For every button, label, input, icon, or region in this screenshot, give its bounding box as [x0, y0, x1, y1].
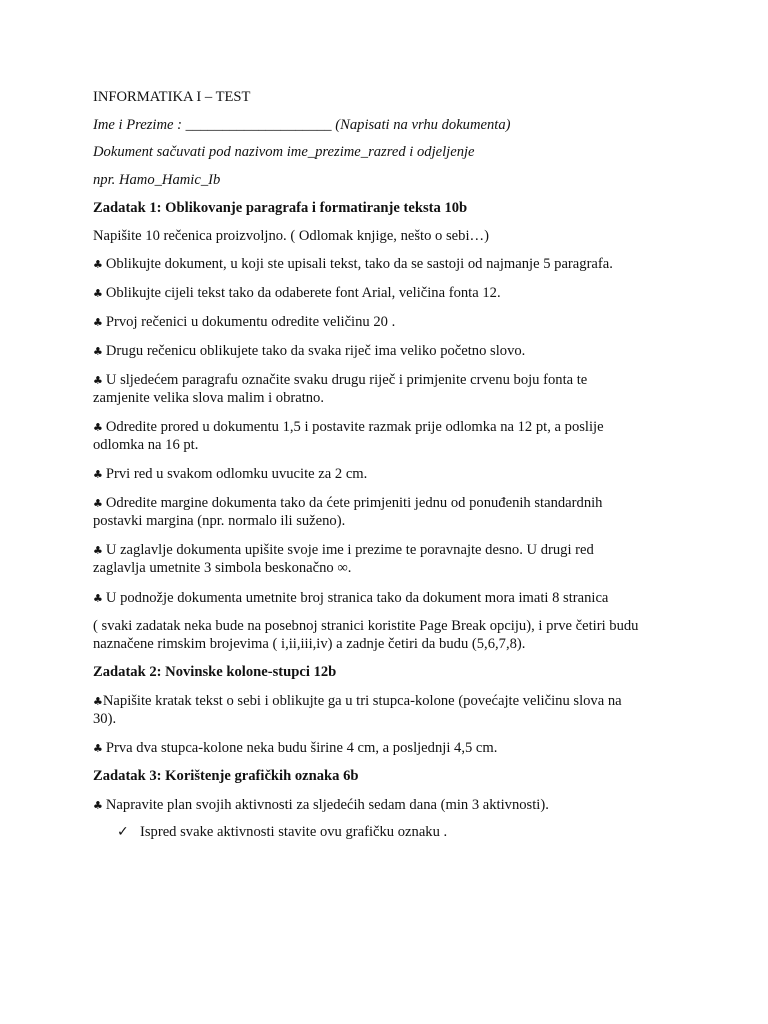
task1-item: ♣ Prvoj rečenici u dokumentu odredite veličinu 20 . [93, 314, 396, 330]
task1-note: naznačene rimskim brojevima ( i,ii,iii,iv) a zadnje četiri da budu (5,6,7,8). [93, 636, 526, 652]
task1-item-continuation: zamjenite velika slova malim i obratno. [93, 390, 324, 406]
filename-example: npr. Hamo_Hamic_Ib [93, 172, 221, 188]
club-bullet-icon: ♣ [93, 497, 103, 510]
club-bullet-icon: ♣ [93, 421, 103, 434]
task2-item: ♣ Prva dva stupca-kolone neka budu širine 4 cm, a posljednji 4,5 cm. [93, 740, 498, 756]
task3-item: ♣ Napravite plan svojih aktivnosti za sljedećih sedam dana (min 3 aktivnosti). [93, 797, 549, 813]
task3-heading: Zadatak 3: Korištenje grafičkih oznaka 6b [93, 768, 359, 784]
task1-item-continuation: zaglavlja umetnite 3 simbola beskonačno ∞. [93, 560, 352, 576]
document-title: INFORMATIKA I – TEST [93, 89, 251, 105]
task1-item: ♣ Oblikujte dokument, u koji ste upisali tekst, tako da se sastoji od najmanje 5 paragrafa. [93, 256, 613, 272]
task1-item: ♣ U podnožje dokumenta umetnite broj stranica tako da dokument mora imati 8 stranica [93, 590, 609, 606]
task1-heading: Zadatak 1: Oblikovanje paragrafa i formatiranje teksta 10b [93, 200, 468, 216]
club-bullet-icon: ♣ [93, 695, 103, 708]
club-bullet-icon: ♣ [93, 592, 103, 605]
task1-item: ♣ U zaglavlje dokumenta upišite svoje ime i prezime te poravnajte desno. U drugi red [93, 542, 594, 558]
task1-item: ♣ Drugu rečenicu oblikujete tako da svaka riječ ima veliko početno slovo. [93, 343, 526, 359]
club-bullet-icon: ♣ [93, 287, 103, 300]
task1-note: ( svaki zadatak neka bude na posebnoj stranici koristite Page Break opciju), i prve četiri budu [93, 618, 639, 634]
task2-item-continuation: 30). [93, 711, 117, 727]
task1-item: ♣ Odredite prored u dokumentu 1,5 i postavite razmak prije odlomka na 12 pt, a poslije [93, 419, 604, 435]
club-bullet-icon: ♣ [93, 799, 103, 812]
club-bullet-icon: ♣ [93, 374, 103, 387]
task1-item-continuation: postavki margina (npr. normalo ili suženo). [93, 513, 346, 529]
checkmark-icon: ✓ [117, 824, 129, 840]
task2-heading: Zadatak 2: Novinske kolone-stupci 12b [93, 664, 337, 680]
task1-intro: Napišite 10 rečenica proizvoljno. ( Odlomak knjige, nešto o sebi…) [93, 228, 489, 244]
club-bullet-icon: ♣ [93, 742, 103, 755]
task3-subitem: Ispred svake aktivnosti stavite ovu grafičku oznaku . [140, 824, 448, 840]
task2-item: ♣Napišite kratak tekst o sebi i oblikujte ga u tri stupca-kolone (povećajte veličinu slova na [93, 693, 622, 709]
task1-item: ♣ Oblikujte cijeli tekst tako da odaberete font Arial, veličina fonta 12. [93, 285, 501, 301]
task1-item: ♣ Prvi red u svakom odlomku uvucite za 2 cm. [93, 466, 368, 482]
club-bullet-icon: ♣ [93, 316, 103, 329]
save-instruction: Dokument sačuvati pod nazivom ime_prezime_razred i odjeljenje [93, 144, 475, 160]
task1-item: ♣ U sljedećem paragrafu označite svaku drugu riječ i primjenite crvenu boju fonta te [93, 372, 588, 388]
club-bullet-icon: ♣ [93, 468, 103, 481]
club-bullet-icon: ♣ [93, 258, 103, 271]
name-line: Ime i Prezime : ____________________ (Napisati na vrhu dokumenta) [93, 117, 511, 133]
club-bullet-icon: ♣ [93, 544, 103, 557]
task1-item: ♣ Odredite margine dokumenta tako da ćete primjeniti jednu od ponuđenih standardnih [93, 495, 603, 511]
club-bullet-icon: ♣ [93, 345, 103, 358]
task1-item-continuation: odlomka na 16 pt. [93, 437, 199, 453]
